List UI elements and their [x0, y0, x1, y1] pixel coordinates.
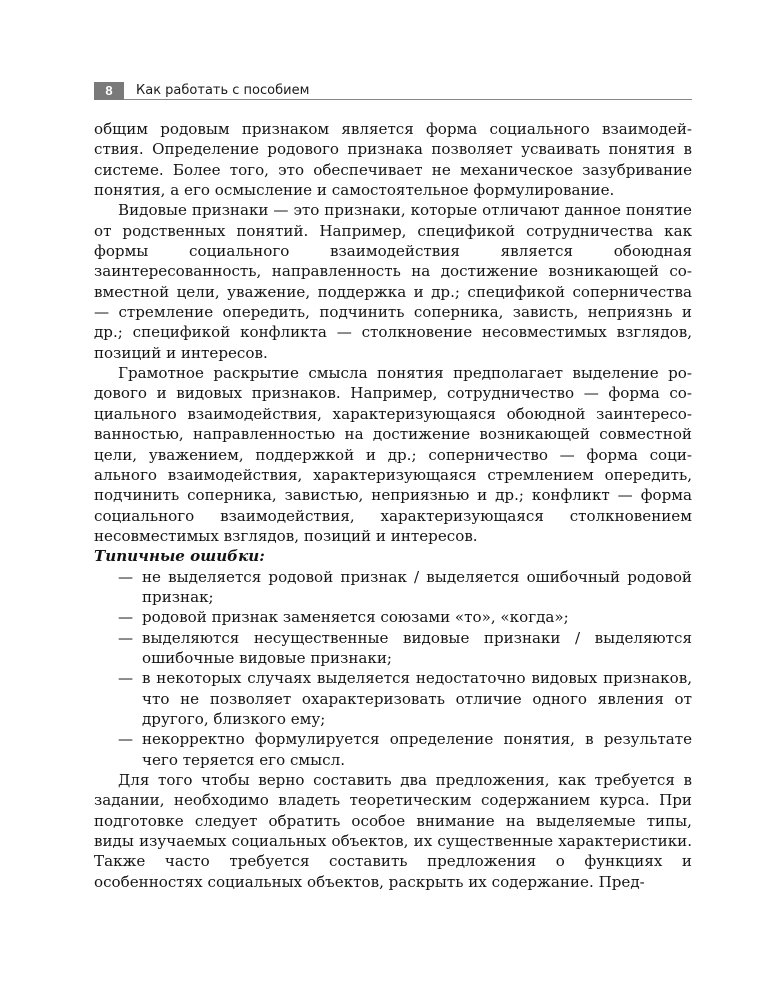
- list-item: [94, 607, 692, 627]
- page-number: 8: [94, 82, 124, 100]
- running-header-title: Как работать с пособием: [136, 83, 310, 98]
- dash-marker: —: [118, 567, 134, 586]
- list-item-text: не выделяется родовой признак / выделяется ошибочный родовой признак;: [142, 567, 692, 606]
- list-item: [94, 668, 692, 729]
- list-item-text: выделяются несущественные видовые признаки / выделяются ошибочные видовые признаки;: [142, 628, 692, 667]
- list-item-text: в некоторых случаях выделяется недостаточно видовых признаков, что не позволяет охарактеризовать отличие одного явления от другого, близкого ему;: [142, 669, 692, 728]
- dash-marker: —: [118, 628, 134, 647]
- list-item: [94, 628, 692, 669]
- dash-marker: —: [118, 730, 134, 749]
- typical-errors-heading: Типичные ошибки:: [94, 547, 265, 566]
- typical-errors-list: [94, 567, 692, 770]
- paragraph-specific-features: Видовые признаки — это признаки, которые отличают данное понятие от родственных понятий. Например, спецификой сотрудничества как формы социального взаимодействия является обоюдная заинтересованность, направленность на достижение возникающей совместной цели, уважение, поддержка и др.; спецификой соперничества — стремление опередить, подчинить соперника, зависть, неприязнь и др.; спецификой конфликта — столкновение несовместимых взглядов, позиций и интересов.: [94, 201, 692, 362]
- list-item: [94, 567, 692, 608]
- page-header: [94, 82, 692, 102]
- list-item: [94, 729, 692, 770]
- header-rule: [124, 99, 692, 100]
- list-item-text: некорректно формулируется определение понятия, в результате чего теряется его смысл.: [142, 730, 692, 769]
- dash-marker: —: [118, 608, 134, 627]
- page-body: [94, 119, 692, 892]
- paragraph-generic-feature: общим родовым признаком является форма социального взаимодействия. Определение родового признака позволяет усваивать понятия в системе. Более того, это обеспечивает не механическое зазубривание понятия, а его осмысление и самостоятельное формулирование.: [94, 120, 692, 200]
- paragraph-concept-disclosure: Грамотное раскрытие смысла понятия предполагает выделение родового и видовых признаков. Например, сотрудничество — форма социального взаимодействия, характеризующаяся обоюдной заинтересованностью, направленностью на достижение возникающей совместной цели, уважением, поддержкой и др.; соперничество — форма социального взаимодействия, характеризующаяся стремлением опередить, подчинить соперника, завистью, неприязнью и др.; конфликт — форма социального взаимодействия, характеризующаяся столкновением несовместимых взглядов, позиций и интересов.: [94, 364, 692, 545]
- list-item-text: родовой признак заменяется союзами «то», «когда»;: [142, 608, 569, 627]
- paragraph-task-preparation: Для того чтобы верно составить два предложения, как требуется в задании, необходимо владеть теоретическим содержанием курса. При подготовке следует обратить особое внимание на выделяемые типы, виды изучаемых социальных объектов, их существенные характеристики. Также часто требуется составить предложения о функциях и особенностях социальных объектов, раскрыть их содержание. Пред-: [94, 771, 692, 891]
- dash-marker: —: [118, 669, 134, 688]
